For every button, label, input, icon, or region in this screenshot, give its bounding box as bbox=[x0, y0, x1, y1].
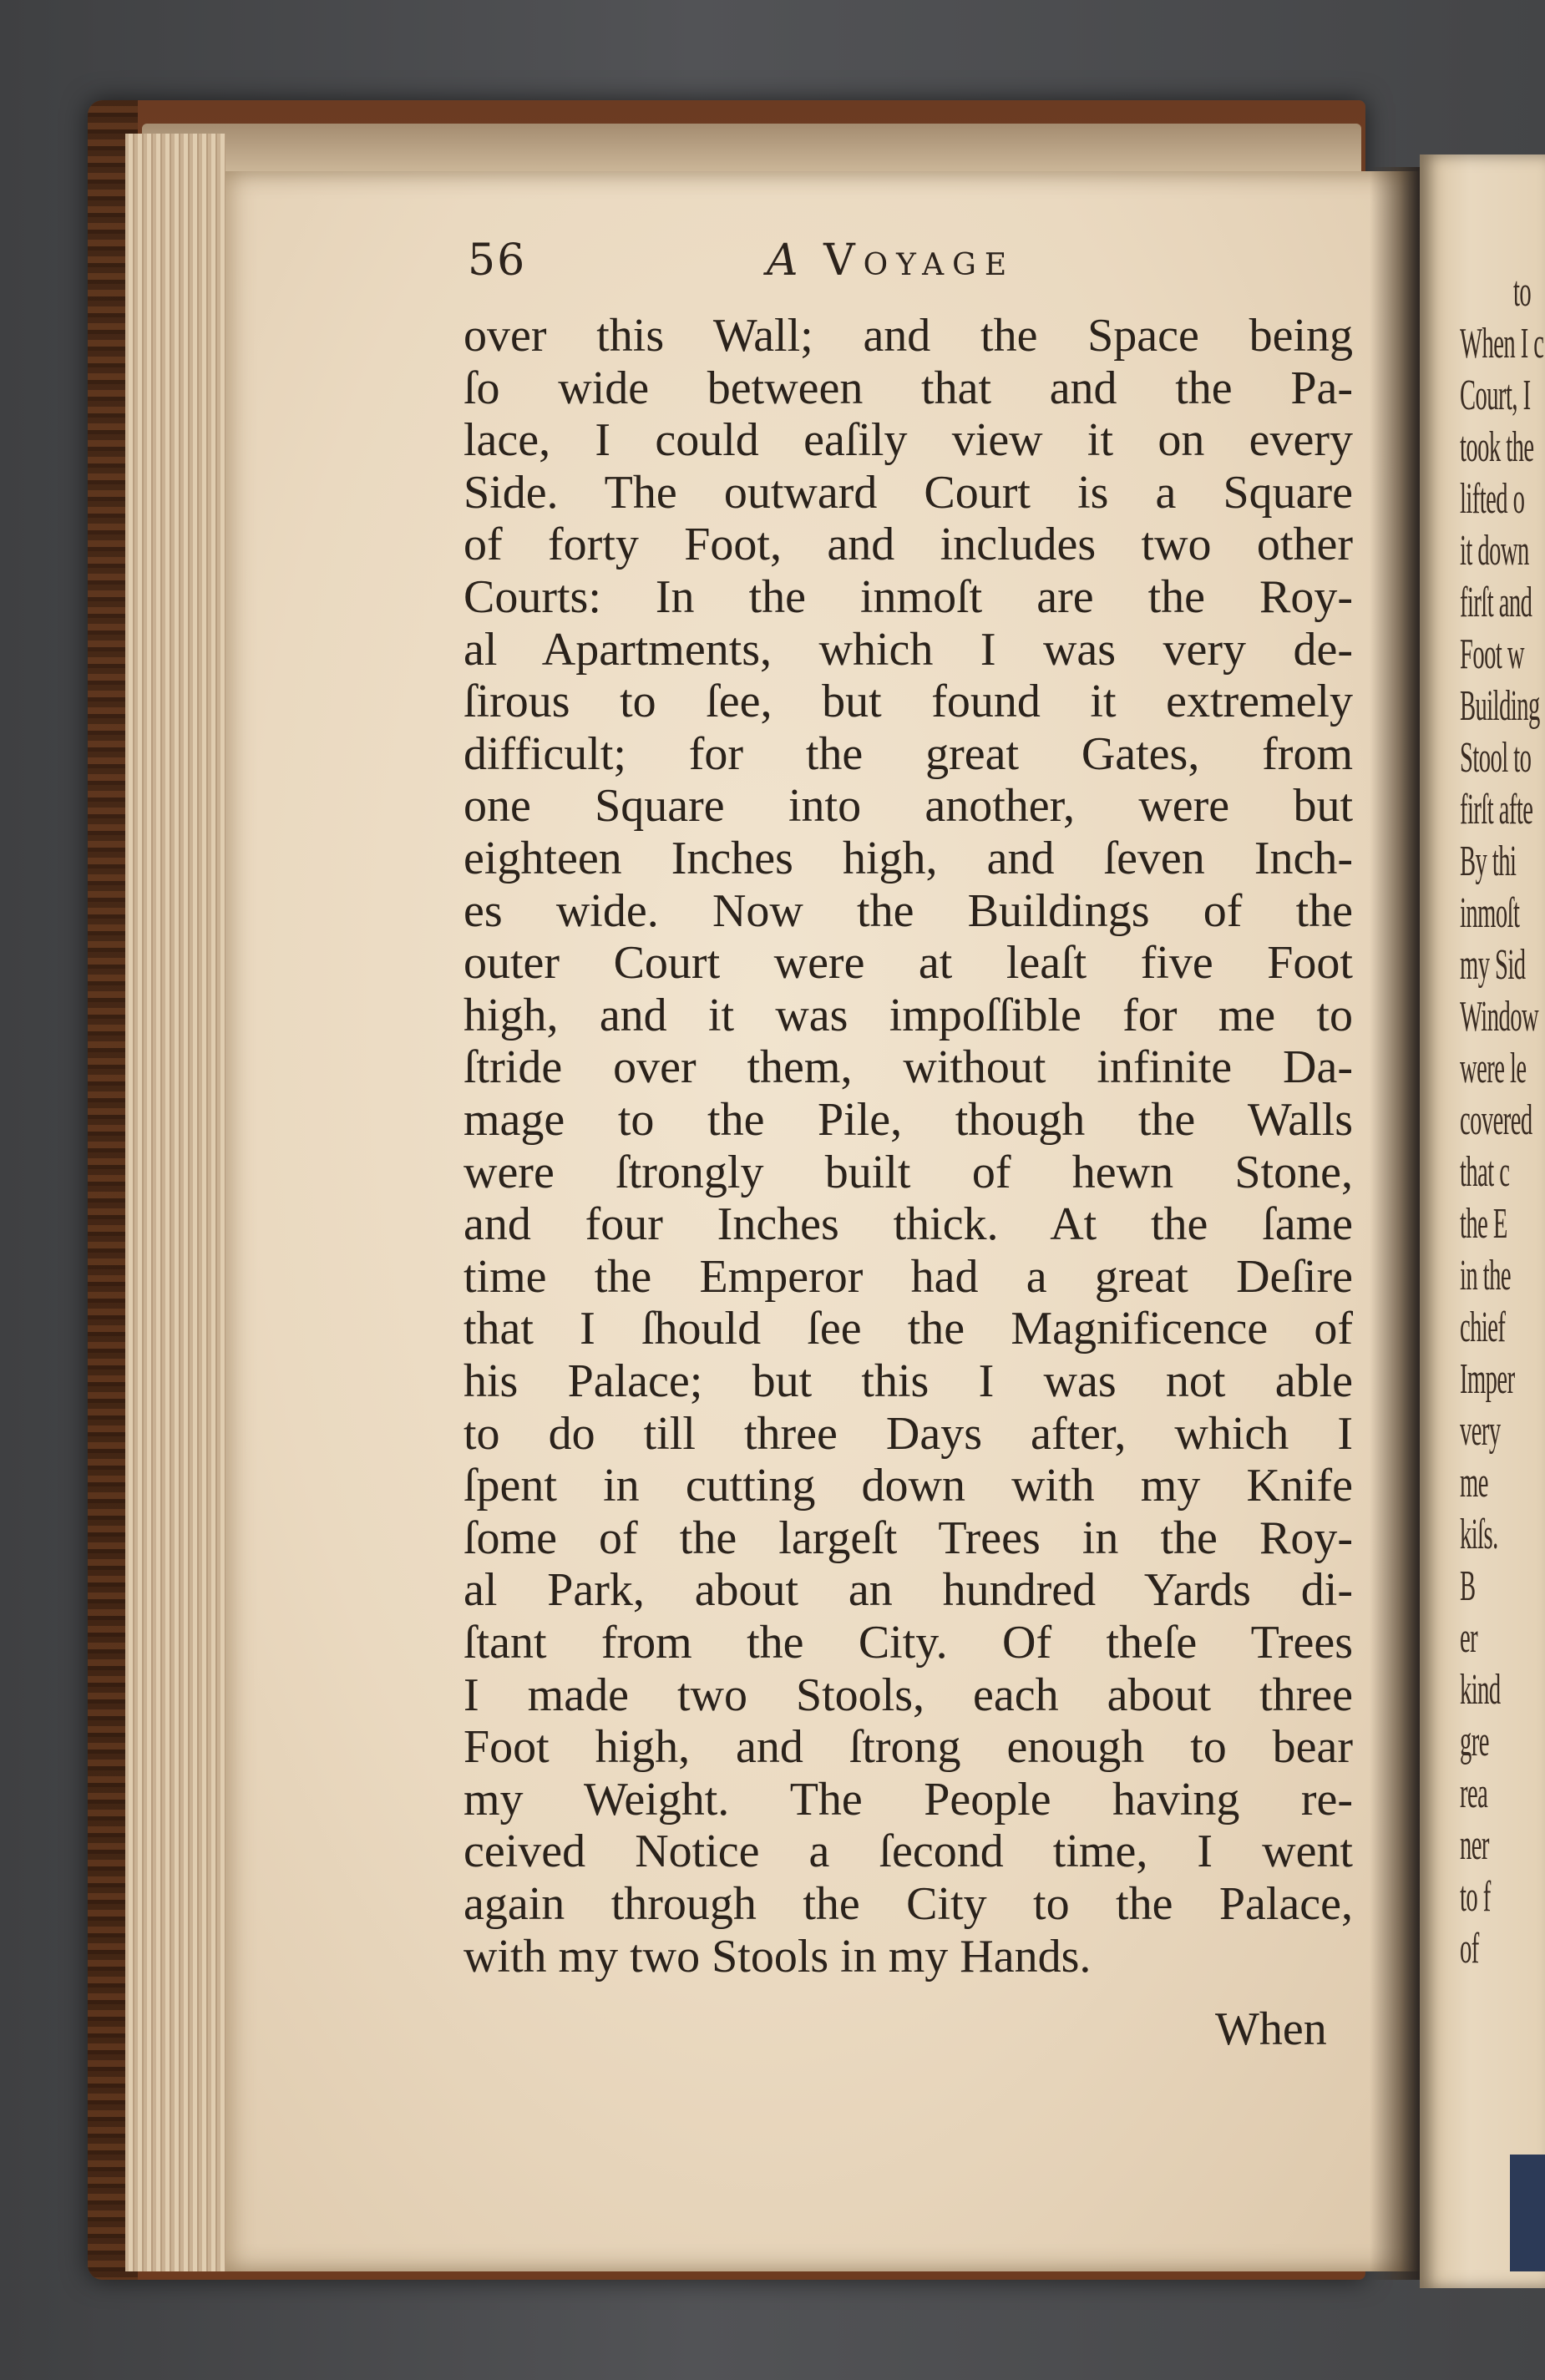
text-line: ſtride over them, without infinite Da- bbox=[464, 1041, 1353, 1094]
text-line: ſirous to ſee, but found it extremely bbox=[464, 676, 1353, 728]
facing-page bbox=[1420, 154, 1545, 2288]
facing-page-fragment: it down bbox=[1460, 527, 1529, 575]
text-line: lace, I could eaſily view it on every bbox=[464, 414, 1353, 467]
facing-page-fragment: Building bbox=[1460, 682, 1540, 730]
facing-page-fragment: were le bbox=[1460, 1045, 1527, 1092]
facing-page-fragment: covered bbox=[1460, 1096, 1532, 1144]
book-gutter bbox=[1370, 167, 1420, 2280]
page-header bbox=[0, 235, 1545, 302]
facing-page-fragment: rea bbox=[1460, 1770, 1488, 1817]
facing-page-fragment: ner bbox=[1460, 1821, 1489, 1869]
text-line: one Square into another, were but bbox=[464, 780, 1353, 833]
facing-page-fragment: B bbox=[1460, 1562, 1476, 1610]
facing-page-fragment: inmoſt bbox=[1460, 889, 1520, 937]
facing-page-fragment: firſt afte bbox=[1460, 786, 1533, 833]
facing-page-fragment: Imper bbox=[1460, 1355, 1515, 1403]
scan-edge bbox=[1510, 2155, 1545, 2271]
text-line: eighteen Inches high, and ſeven Inch- bbox=[464, 833, 1353, 884]
text-line: time the Emperor had a great Deſire bbox=[464, 1250, 1353, 1303]
text-line: ſpent in cutting down with my Knife bbox=[464, 1460, 1353, 1512]
running-head bbox=[767, 235, 1015, 286]
text-line: al Apartments, which I was very de- bbox=[464, 623, 1353, 676]
page-number: 56 bbox=[468, 235, 527, 286]
text-line: with my two Stools in my Hands. bbox=[464, 1930, 1092, 1982]
facing-page-fragment: my Sid bbox=[1460, 941, 1526, 989]
text-line: difficult; for the great Gates, from bbox=[464, 727, 1353, 780]
facing-page-fragment: er bbox=[1460, 1614, 1478, 1662]
facing-page-fragment: Foot w bbox=[1460, 630, 1524, 678]
facing-page-fragment: lifted o bbox=[1460, 475, 1525, 523]
running-head-title: Voyage bbox=[823, 235, 1016, 286]
text-line: his Palace; but this I was not able bbox=[464, 1355, 1353, 1407]
text-line: Courts: In the inmoſt are the Roy- bbox=[464, 571, 1353, 623]
text-line: ſo wide between that and the Pa- bbox=[464, 362, 1353, 414]
facing-page-fragment: to bbox=[1513, 268, 1532, 316]
text-line: mage to the Pile, though the Walls bbox=[464, 1094, 1353, 1146]
facing-page-fragment: that c bbox=[1460, 1148, 1510, 1196]
facing-page-fragment: of bbox=[1460, 1925, 1479, 1972]
text-line: high, and it was impoſſible for me to bbox=[464, 989, 1353, 1041]
facing-page-fragment: Court, I bbox=[1460, 372, 1531, 419]
text-line: Side. The outward Court is a Square bbox=[464, 466, 1353, 519]
facing-page-fragment: Stool to bbox=[1460, 734, 1532, 782]
facing-page-fragment: took the bbox=[1460, 423, 1534, 471]
text-line: of forty Foot, and includes two other bbox=[464, 519, 1353, 571]
text-line: over this Wall; and the Space being bbox=[464, 310, 1353, 362]
facing-page-fragment: chief bbox=[1460, 1304, 1506, 1351]
text-line: ſome of the largeſt Trees in the Roy- bbox=[464, 1512, 1353, 1564]
text-line: ſtant from the City. Of theſe Trees bbox=[464, 1617, 1353, 1669]
text-line: again through the City to the Palace, bbox=[464, 1878, 1353, 1930]
text-line: that I ſhould ſee the Magnificence of bbox=[464, 1303, 1353, 1355]
facing-page-fragment: firſt and bbox=[1460, 579, 1532, 626]
text-line: my Weight. The People having re- bbox=[464, 1773, 1353, 1826]
text-line: es wide. Now the Buildings of the bbox=[464, 884, 1353, 937]
catchword: When bbox=[1215, 2003, 1327, 2055]
facing-page-fragment: By thi bbox=[1460, 838, 1517, 885]
running-head-article: A bbox=[767, 235, 802, 286]
text-line: ceived Notice a ſecond time, I went bbox=[464, 1826, 1353, 1878]
text-line: were ſtrongly built of hewn Stone, bbox=[464, 1146, 1353, 1198]
text-line: and four Inches thick. At the ſame bbox=[464, 1198, 1353, 1251]
facing-page-fragment: gre bbox=[1460, 1718, 1489, 1765]
facing-page-fragment: me bbox=[1460, 1459, 1488, 1506]
text-line: al Park, about an hundred Yards di- bbox=[464, 1564, 1353, 1617]
facing-page-fragment: kiſs. bbox=[1460, 1511, 1498, 1558]
page-block-edge bbox=[125, 134, 225, 2271]
text-line: Foot high, and ſtrong enough to bear bbox=[464, 1721, 1353, 1774]
text-line: outer Court were at leaſt five Foot bbox=[464, 937, 1353, 990]
facing-page-fragment: very bbox=[1460, 1407, 1501, 1455]
facing-page-fragment: When I c bbox=[1460, 320, 1544, 367]
facing-page-fragment: kind bbox=[1460, 1666, 1501, 1714]
text-line: to do till three Days after, which I bbox=[464, 1407, 1353, 1460]
facing-page-fragment: the E bbox=[1460, 1200, 1507, 1248]
facing-page-fragment: in the bbox=[1460, 1252, 1512, 1299]
facing-page-fragment: to f bbox=[1460, 1873, 1491, 1921]
text-line: I made two Stools, each about three bbox=[464, 1669, 1353, 1721]
facing-page-fragment: Window bbox=[1460, 993, 1539, 1041]
